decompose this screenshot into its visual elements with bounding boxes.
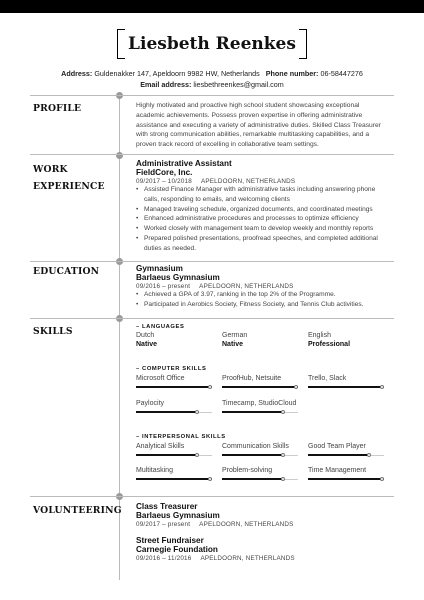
section-divider	[30, 496, 394, 497]
skill-fill	[222, 386, 298, 388]
skill-label: Paylocity	[136, 400, 165, 407]
skill-knob	[195, 453, 199, 457]
profile-line: Highly motivated and proactive high school student showcasing exceptional	[136, 102, 360, 109]
top-bar	[0, 0, 424, 13]
skill-item	[136, 467, 212, 487]
volunteer-title: Street Fundraiser	[136, 536, 204, 545]
skill-label: Communication Skills	[222, 443, 289, 450]
candidate-name: Liesbeth Reenkes	[128, 34, 296, 54]
volunteering-heading: VOLUNTEERING	[33, 505, 122, 516]
skill-item	[222, 400, 298, 420]
skill-label: Multitasking	[136, 467, 173, 474]
skill-knob	[281, 477, 285, 481]
skills-heading: SKILLS	[33, 326, 73, 337]
address-label: Address:	[61, 69, 93, 78]
contact-line-2	[0, 80, 424, 89]
skill-item	[136, 375, 212, 395]
skill-item	[308, 443, 384, 463]
skill-fill	[308, 386, 384, 388]
skill-knob	[294, 385, 298, 389]
skill-label: Problem-solving	[222, 467, 273, 474]
volunteer-meta	[136, 521, 294, 528]
skill-fill	[308, 478, 384, 480]
section-divider	[30, 318, 394, 319]
skill-knob	[367, 453, 371, 457]
skill-knob	[208, 477, 212, 481]
phone-label: Phone number:	[265, 69, 319, 78]
education-dates: 09/2016 – present	[136, 283, 191, 290]
skill-knob	[208, 385, 212, 389]
volunteer-location: APELDOORN, NETHERLANDS	[200, 555, 295, 562]
company-name: FieldCore, Inc.	[136, 168, 193, 177]
skill-label: Good Team Player	[308, 443, 366, 450]
skill-item	[136, 443, 212, 463]
education-meta	[136, 283, 294, 290]
profile-line: academic achievements. Possess proven expertise in offering administrative	[136, 111, 363, 119]
skill-label: Time Management	[308, 467, 367, 474]
job-bullet: • Worked closely with management team to develop weekly and monthly reports	[136, 224, 394, 234]
language-name: English	[308, 332, 331, 339]
skill-knob	[380, 477, 384, 481]
job-bullet: • Prepared polished presentations, proofread speeches, and completed additional duties as needed.	[136, 234, 394, 254]
skill-label: Microsoft Office	[136, 375, 185, 382]
skill-item	[222, 443, 298, 463]
job-dates: 09/2017 – 10/2018	[136, 178, 192, 185]
interpersonal-skills-heading: – INTERPERSONAL SKILLS	[136, 434, 226, 440]
skill-label: Timecamp, StudioCloud	[222, 400, 297, 407]
profile-heading: PROFILE	[33, 103, 82, 114]
skill-fill	[222, 454, 283, 456]
volunteer-dates: 09/2017 – present	[136, 521, 191, 528]
name-box	[117, 29, 307, 59]
skill-item	[308, 375, 384, 395]
skill-fill	[222, 411, 283, 413]
language-level: Native	[222, 341, 244, 348]
language-name: German	[222, 332, 248, 339]
skill-fill	[222, 478, 283, 480]
profile-line: assistance and executing a variety of administrative duties. Skilled Class Treasurer	[136, 121, 381, 129]
skill-fill	[136, 411, 197, 413]
volunteer-meta	[136, 555, 295, 562]
job-bullet: • Enhanced administrative procedures and processes to optimize efficiency	[136, 214, 394, 224]
job-title: Administrative Assistant	[136, 159, 232, 168]
job-bullets	[136, 185, 394, 254]
skill-item	[222, 375, 298, 395]
skill-item	[222, 467, 298, 487]
skill-fill	[136, 478, 212, 480]
skill-item	[136, 400, 212, 420]
volunteer-dates: 09/2016 – 11/2016	[136, 555, 192, 562]
skill-fill	[136, 454, 197, 456]
computer-skills-heading: – COMPUTER SKILLS	[136, 366, 207, 372]
email-value: liesbethreenkes@gmail.com	[193, 80, 284, 89]
section-divider	[30, 154, 394, 155]
skill-knob	[195, 410, 199, 414]
job-bullet: • Managed traveling schedule, organized documents, and coordinated meetings	[136, 205, 394, 215]
language-name: Dutch	[136, 332, 155, 339]
language-level: Native	[136, 341, 158, 348]
email-label: Email address:	[140, 80, 192, 89]
skill-label: Trello, Slack	[308, 375, 347, 382]
skill-item	[308, 467, 384, 487]
profile-text	[136, 101, 394, 150]
skill-fill	[136, 386, 212, 388]
work-heading-2: EXPERIENCE	[33, 181, 105, 192]
section-divider	[30, 261, 394, 262]
volunteer-location: APELDOORN, NETHERLANDS	[199, 521, 294, 528]
volunteer-org: Carnegie Foundation	[136, 545, 218, 554]
education-bullet: • Achieved a GPA of 3.97, ranking in the top 2% of the Programme.	[136, 290, 394, 300]
education-title: Gymnasium	[136, 264, 183, 273]
skill-fill	[308, 454, 369, 456]
education-bullets	[136, 290, 394, 310]
phone-value: 06-58447276	[320, 69, 363, 78]
job-meta	[136, 178, 295, 185]
section-divider	[30, 95, 394, 96]
language-level: Professional	[308, 341, 351, 348]
address-value: Guldenakker 147, Apeldoorn 9982 HW, Netherlands	[94, 69, 260, 78]
volunteer-org: Barlaeus Gymnasium	[136, 511, 220, 520]
skill-knob	[380, 385, 384, 389]
skill-label: ProofHub, Netsuite	[222, 375, 282, 382]
profile-line: with strong communication abilities, remarkable multitasking capabilities, and a	[136, 131, 370, 139]
profile-line: proven track record of excelling in collaborative team settings.	[136, 141, 319, 149]
school-name: Barlaeus Gymnasium	[136, 273, 220, 282]
work-heading-1: WORK	[33, 164, 68, 175]
volunteer-title: Class Treasurer	[136, 502, 198, 511]
contact-line-1	[0, 69, 424, 78]
job-bullet: • Assisted Finance Manager with administrative tasks including answering phone calls, responding to emails, and welcoming clients	[136, 185, 394, 205]
skill-label: Analytical Skills	[136, 443, 185, 450]
education-bullet: • Participated in Aerobics Society, Fitness Society, and Tennis Club activities.	[136, 300, 394, 310]
skill-knob	[281, 453, 285, 457]
skill-knob	[281, 410, 285, 414]
education-heading: EDUCATION	[33, 266, 100, 277]
job-location: APELDOORN, NETHERLANDS	[200, 178, 296, 185]
languages-heading: – LANGUAGES	[136, 324, 185, 330]
education-location: APELDOORN, NETHERLANDS	[199, 283, 294, 290]
